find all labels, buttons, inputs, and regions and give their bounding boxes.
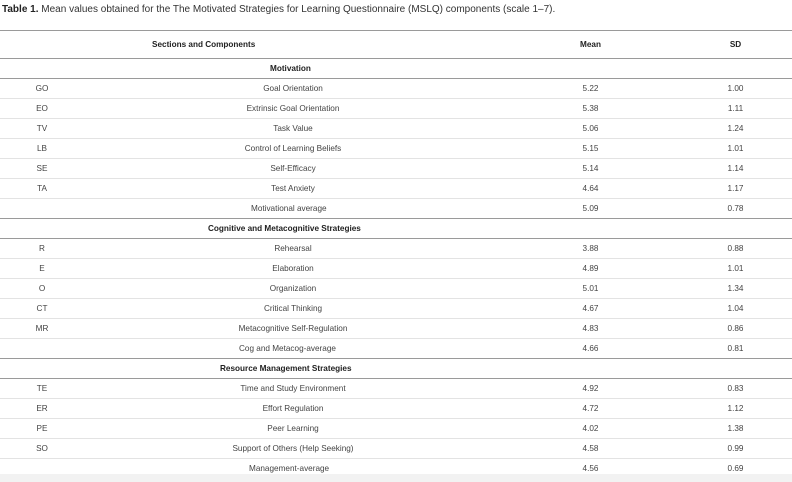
row-sd: 1.01 [679,139,792,159]
table-caption-text: Mean values obtained for the The Motivated Strategies for Learning Questionnaire (MSLQ) components (scale 1–7). [38,4,556,15]
row-mean: 5.01 [502,279,679,299]
row-sd: 1.17 [679,179,792,199]
average-sd: 0.81 [679,339,792,359]
table-caption [2,4,555,16]
row-sd: 0.86 [679,319,792,339]
row-component: Time and Study Environment [84,379,502,399]
table-row [0,439,792,459]
header-mean: Mean [502,31,679,59]
row-component: Elaboration [84,259,502,279]
row-component: Goal Orientation [84,79,502,99]
row-code: SO [0,439,84,459]
table-row [0,319,792,339]
table-row [0,139,792,159]
row-sd: 1.12 [679,399,792,419]
row-code: LB [0,139,84,159]
table-row [0,279,792,299]
row-mean: 4.92 [502,379,679,399]
row-code: TA [0,179,84,199]
average-row-cognitive [0,339,792,359]
section-row-cognitive [0,219,792,239]
table-row [0,239,792,259]
header-sections-components: Sections and Components [0,31,502,59]
row-mean: 5.38 [502,99,679,119]
row-code: MR [0,319,84,339]
section-title-cognitive: Cognitive and Metacognitive Strategies [84,219,502,239]
row-sd: 0.83 [679,379,792,399]
average-row-motivation [0,199,792,219]
table-row [0,299,792,319]
table-row [0,79,792,99]
row-code: SE [0,159,84,179]
row-sd: 1.04 [679,299,792,319]
mslq-table [0,30,792,479]
row-mean: 4.89 [502,259,679,279]
row-mean: 4.58 [502,439,679,459]
row-mean: 5.06 [502,119,679,139]
row-sd: 1.38 [679,419,792,439]
row-code: E [0,259,84,279]
row-code: TE [0,379,84,399]
table-row [0,159,792,179]
average-mean: 5.09 [502,199,679,219]
row-component: Rehearsal [84,239,502,259]
row-sd: 1.14 [679,159,792,179]
bottom-scroll-area [0,474,792,482]
average-sd: 0.69 [679,459,792,479]
section-title-resource: Resource Management Strategies [84,359,502,379]
average-mean: 4.56 [502,459,679,479]
row-component: Task Value [84,119,502,139]
row-component: Critical Thinking [84,299,502,319]
table-header-row [0,31,792,59]
average-sd: 0.78 [679,199,792,219]
average-label: Management-average [84,459,502,479]
row-sd: 1.11 [679,99,792,119]
table-row [0,399,792,419]
average-label: Motivational average [84,199,502,219]
row-code: ER [0,399,84,419]
row-code: EO [0,99,84,119]
row-component: Peer Learning [84,419,502,439]
row-component: Metacognitive Self-Regulation [84,319,502,339]
row-mean: 5.22 [502,79,679,99]
table-caption-label: Table 1. [2,4,39,15]
row-sd: 1.00 [679,79,792,99]
row-component: Test Anxiety [84,179,502,199]
row-code: PE [0,419,84,439]
row-code: O [0,279,84,299]
header-sd: SD [679,31,792,59]
row-mean: 4.83 [502,319,679,339]
table-row [0,419,792,439]
row-mean: 4.64 [502,179,679,199]
table-row [0,259,792,279]
row-mean: 4.72 [502,399,679,419]
row-component: Organization [84,279,502,299]
section-row-resource [0,359,792,379]
row-component: Control of Learning Beliefs [84,139,502,159]
row-code: CT [0,299,84,319]
row-sd: 1.24 [679,119,792,139]
row-component: Support of Others (Help Seeking) [84,439,502,459]
row-component: Extrinsic Goal Orientation [84,99,502,119]
table-row [0,99,792,119]
section-title-motivation: Motivation [84,59,502,79]
row-sd: 0.99 [679,439,792,459]
average-label: Cog and Metacog-average [84,339,502,359]
row-component: Effort Regulation [84,399,502,419]
row-mean: 5.15 [502,139,679,159]
table-row [0,119,792,139]
row-code: GO [0,79,84,99]
table-row [0,179,792,199]
average-mean: 4.66 [502,339,679,359]
table-row [0,379,792,399]
row-mean: 3.88 [502,239,679,259]
row-code: TV [0,119,84,139]
row-mean: 5.14 [502,159,679,179]
mslq-table-container [0,30,792,479]
row-code: R [0,239,84,259]
row-mean: 4.02 [502,419,679,439]
row-mean: 4.67 [502,299,679,319]
row-sd: 0.88 [679,239,792,259]
section-row-motivation [0,59,792,79]
row-component: Self-Efficacy [84,159,502,179]
row-sd: 1.01 [679,259,792,279]
row-sd: 1.34 [679,279,792,299]
